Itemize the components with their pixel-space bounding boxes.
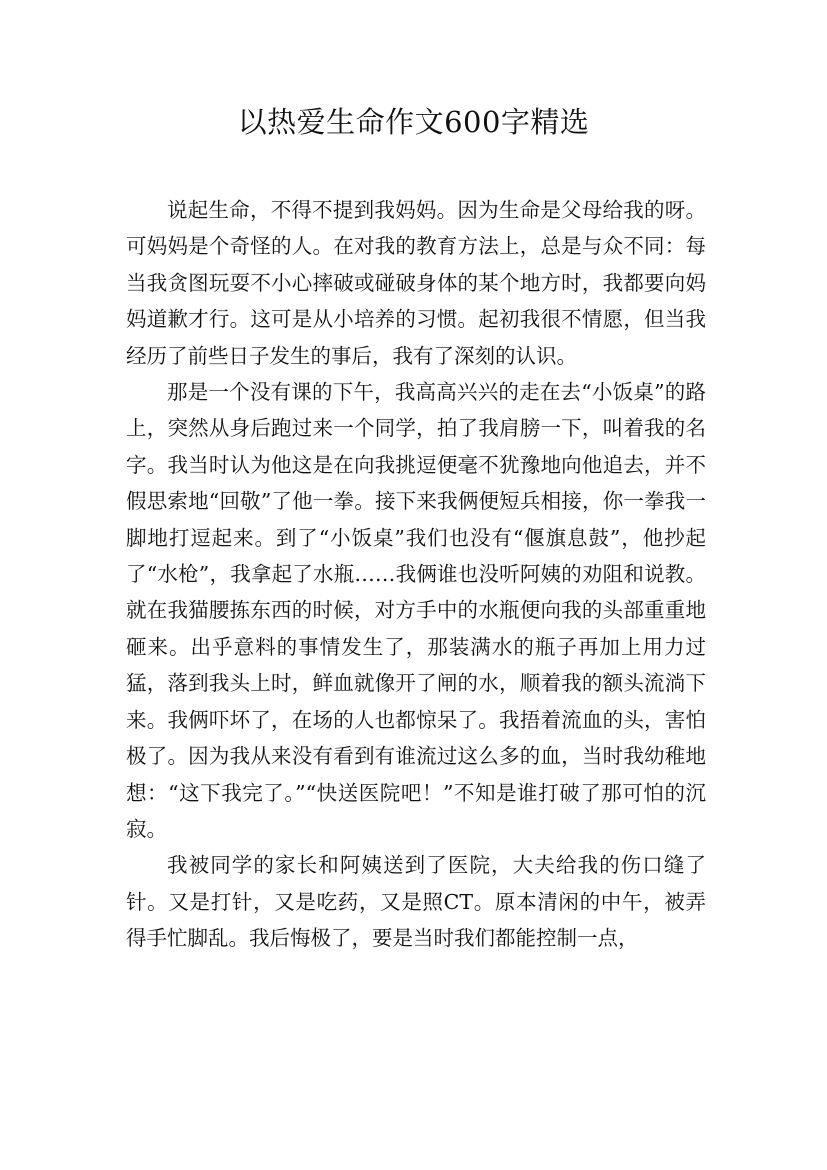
paragraph-1: 说起生命，不得不提到我妈妈。因为生命是父母给我的呀。可妈妈是个奇怪的人。在对我的教育方法上，总是与众不同：每当我贪图玩耍不小心摔破或碰破身体的某个地方时，我都要向妈妈道歉才行。这可是从小培养的习惯。起初我很不情愿，但当我经历了前些日子发生的事后，我有了深刻的认识。	[126, 198, 706, 368]
document-body	[126, 192, 706, 957]
paragraph-2: 那是一个没有课的下午，我高高兴兴的走在去“小饭桌”的路上，突然从身后跑过来一个同学，拍了我肩膀一下，叫着我的名字。我当时认为他这是在向我挑逗便毫不犹豫地向他追去，并不假思索地“回敬”了他一拳。接下来我俩便短兵相接，你一拳我一脚地打逗起来。到了“小饭桌”我们也没有“偃旗息鼓”，他抄起了“水枪”，我拿起了水瓶……我俩谁也没听阿姨的劝阻和说教。就在我猫腰拣东西的时候，对方手中的水瓶便向我的头部重重地砸来。出乎意料的事情发生了，那装满水的瓶子再加上用力过猛，落到我头上时，鲜血就像开了闸的水，顺着我的额头流淌下来。我俩吓坏了，在场的人也都惊呆了。我捂着流血的头，害怕极了。因为我从来没有看到有谁流过这么多的血，当时我幼稚地想：“这下我完了。”“快送医院吧！”不知是谁打破了那可怕的沉寂。	[126, 380, 706, 841]
document-title: 以热爱生命作文600字精选	[237, 105, 590, 139]
paragraph-3: 我被同学的家长和阿姨送到了医院，大夫给我的伤口缝了针。又是打针，又是吃药，又是照CT。原本清闲的中午，被弄得手忙脚乱。我后悔极了，要是当时我们都能控制一点，	[126, 853, 706, 951]
